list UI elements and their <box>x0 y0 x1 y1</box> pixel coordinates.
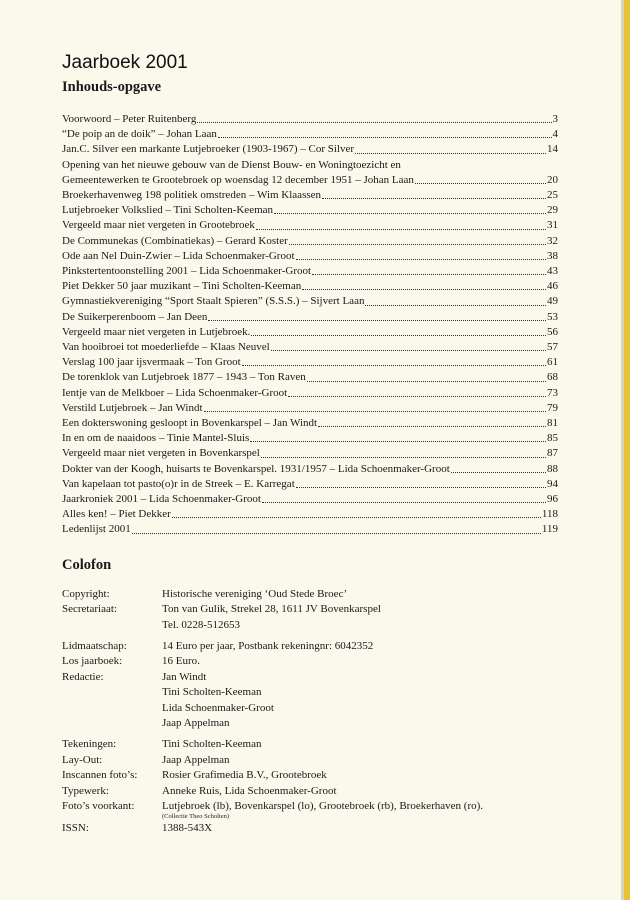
toc-leader-dots <box>172 517 541 518</box>
toc-entry-title: Jan.C. Silver een markante Lutjebroeker (1903-1967) – Cor Silver <box>62 143 355 156</box>
toc-entry <box>62 522 558 537</box>
colofon-row <box>62 768 558 783</box>
toc-entry-page: 25 <box>547 189 558 202</box>
toc-entry-title: Broekerhavenweg 198 politiek omstreden – Wim Klaassen <box>62 189 322 202</box>
colofon-row <box>62 685 558 700</box>
colofon-label: Los jaarboek: <box>62 655 123 668</box>
toc-entry-title: De Suikerperenboom – Jan Deen <box>62 310 208 323</box>
toc-entry-page: 87 <box>547 447 558 460</box>
toc-entry-title: Dokter van der Koogh, huisarts te Bovenkarspel. 1931/1957 – Lida Schoenmaker-Groot <box>62 462 450 475</box>
toc-leader-dots <box>218 137 552 138</box>
toc-entry-title: De Communekas (Combinatiekas) – Gerard Koster <box>62 234 288 247</box>
toc-entry-page: 53 <box>547 310 558 323</box>
toc-entry-page: 14 <box>547 143 558 156</box>
toc-leader-dots <box>261 457 546 458</box>
toc-entry-title: Gymnastiekvereniging “Sport Staalt Spieren” (S.S.S.) – Sijvert Laan <box>62 295 365 308</box>
toc-leader-dots <box>296 487 546 488</box>
toc-entry-title: In en om de naaidoos – Tinie Mantel-Sluis <box>62 432 250 445</box>
toc-entry-title: Jaarkroniek 2001 – Lida Schoenmaker-Groot <box>62 493 261 506</box>
toc-entry <box>62 492 558 507</box>
toc-entry <box>62 477 558 492</box>
toc-entry-title: Vergeeld maar niet vergeten in Grootebroek <box>62 219 255 232</box>
toc-entry-page: 79 <box>547 401 558 414</box>
colofon-row <box>62 654 558 669</box>
colofon-value-text: Lida Schoenmaker-Groot <box>162 701 274 714</box>
toc-entry <box>62 401 558 416</box>
toc-leader-dots <box>322 198 546 199</box>
colofon-row <box>62 587 558 602</box>
toc-entry-page: 68 <box>547 371 558 384</box>
colofon-label: Lay-Out: <box>62 753 103 766</box>
colofon-value-text: 1388-543X <box>162 822 213 835</box>
toc-entry-page: 38 <box>547 249 558 262</box>
toc-entry-page: 3 <box>552 113 558 125</box>
colofon-value <box>162 654 558 669</box>
toc-leader-dots <box>355 153 546 154</box>
toc-leader-dots <box>365 305 546 306</box>
colofon-value-text: Ton van Gulik, Strekel 28, 1611 JV Bovenkarspel <box>162 603 381 616</box>
colofon-label <box>62 701 162 716</box>
toc-entry <box>62 203 558 218</box>
toc-entry-title: Ode aan Nel Duin-Zwier – Lida Schoenmaker-Groot <box>62 249 295 262</box>
toc-leader-dots <box>318 426 546 427</box>
toc-entry-title: Een dokterswoning gesloopt in Bovenkarspel – Jan Windt <box>62 417 318 430</box>
toc-entry-title: Verslag 100 jaar ijsvermaak – Ton Groot <box>62 356 241 369</box>
toc-leader-dots <box>271 350 546 351</box>
toc-entry-title: Alles ken! – Piet Dekker <box>62 508 171 521</box>
toc-entry-page: 94 <box>547 477 558 490</box>
colofon-row <box>62 618 558 633</box>
toc-entry <box>62 264 558 279</box>
colofon-row <box>62 821 558 836</box>
toc-entry-page: 56 <box>547 325 558 338</box>
toc-entry <box>62 188 558 203</box>
toc-leader-dots <box>132 533 541 534</box>
colofon-value <box>162 685 558 700</box>
toc-entry <box>62 142 558 157</box>
toc-entry-page: 61 <box>547 356 558 369</box>
colofon-photo-credit: (Collectie Theo Scholten) <box>162 813 230 821</box>
colofon-label: Redactie: <box>62 670 104 683</box>
colofon-value-text: 14 Euro per jaar, Postbank rekeningnr: 6042352 <box>162 639 374 652</box>
colofon-label: Secretariaat: <box>62 603 117 616</box>
colofon <box>62 587 558 837</box>
toc-entry-title: Voorwoord – Peter Ruitenberg <box>62 113 197 125</box>
colofon-value <box>162 670 558 685</box>
colofon-label: Foto’s voorkant: <box>62 799 135 812</box>
toc-leader-dots <box>289 244 546 245</box>
toc-entry <box>62 127 558 142</box>
toc-leader-dots <box>256 229 546 230</box>
toc-entry <box>62 340 558 355</box>
colofon-value <box>162 768 558 783</box>
document-page <box>62 52 558 837</box>
colofon-label: Typewerk: <box>62 784 109 797</box>
toc-entry <box>62 431 558 446</box>
colofon-value <box>162 784 558 799</box>
colofon-value-text: 16 Euro. <box>162 655 200 668</box>
toc-entry-title: De torenklok van Lutjebroek 1877 – 1943 – Ton Raven <box>62 371 306 384</box>
colofon-value <box>162 821 558 836</box>
colofon-row <box>62 737 558 752</box>
colofon-value-text: Anneke Ruis, Lida Schoenmaker-Groot <box>162 784 337 797</box>
toc-leader-dots <box>451 472 546 473</box>
toc-entry-page: 43 <box>547 265 558 278</box>
toc-entry-title: Ientje van de Melkboer – Lida Schoenmaker-Groot <box>62 386 288 399</box>
toc-entry-page: 119 <box>541 523 558 536</box>
colofon-value-text: Tini Scholten-Keeman <box>162 738 262 751</box>
colofon-value <box>162 753 558 768</box>
colofon-row <box>62 753 558 768</box>
toc-entry-title: Pinkstertentoonstelling 2001 – Lida Schoenmaker-Groot <box>62 265 312 278</box>
toc-entry-title: Ledenlijst 2001 <box>62 523 131 536</box>
toc-entry-page: 118 <box>541 508 558 521</box>
colofon-value-text: Jan Windt <box>162 670 207 683</box>
toc-entry-page: 20 <box>547 173 558 186</box>
toc-entry-title: Van kapelaan tot pasto(o)r in de Streek – E. Karregat <box>62 477 295 490</box>
toc-entry <box>62 325 558 340</box>
toc-leader-dots <box>204 411 547 412</box>
table-of-contents <box>62 112 558 538</box>
toc-leader-dots <box>296 259 546 260</box>
colofon-value-text: Jaap Appelman <box>162 716 230 729</box>
colofon-value <box>162 618 558 633</box>
colofon-value-text: Rosier Grafimedia B.V., Grootebroek <box>162 769 327 782</box>
colofon-row <box>62 701 558 716</box>
toc-entry-page: 4 <box>552 128 558 141</box>
toc-entry-title: Vergeeld maar niet vergeten in Bovenkarspel <box>62 447 260 460</box>
toc-leader-dots <box>242 365 546 366</box>
toc-entry-page: 88 <box>547 462 558 475</box>
toc-leader-dots <box>197 122 551 123</box>
colofon-row <box>62 639 558 654</box>
toc-leader-dots <box>302 289 546 290</box>
toc-entry-page: 81 <box>547 417 558 430</box>
toc-leader-dots <box>250 441 546 442</box>
colofon-value <box>162 737 558 752</box>
toc-entry <box>62 370 558 385</box>
toc-entry <box>62 462 558 477</box>
colofon-row <box>62 716 558 731</box>
toc-entry-page: 73 <box>547 386 558 399</box>
toc-entry-title: “De poip an de doik” – Johan Laan <box>62 128 217 141</box>
colofon-value <box>162 701 558 716</box>
colofon-label: ISSN: <box>62 822 89 835</box>
colofon-label: Lidmaatschap: <box>62 639 127 652</box>
toc-leader-dots <box>288 396 546 397</box>
toc-entry <box>62 279 558 294</box>
toc-leader-dots <box>415 183 546 184</box>
toc-entry <box>62 158 558 188</box>
toc-entry <box>62 416 558 431</box>
colofon-value <box>162 587 558 602</box>
toc-entry-page: 32 <box>547 234 558 247</box>
toc-entry <box>62 234 558 249</box>
colofon-value-text: Tini Scholten-Keeman <box>162 686 262 699</box>
toc-entry-title: Lutjebroeker Volkslied – Tini Scholten-Keeman <box>62 204 274 217</box>
toc-leader-dots <box>262 502 546 503</box>
toc-leader-dots <box>307 381 546 382</box>
toc-entry-title: Gemeentewerken te Grootebroek op woensdag 12 december 1951 – Johan Laan <box>62 173 414 186</box>
colofon-value <box>162 602 558 617</box>
toc-entry <box>62 310 558 325</box>
toc-entry <box>62 355 558 370</box>
toc-entry <box>62 294 558 309</box>
toc-entry-title: Piet Dekker 50 jaar muzikant – Tini Scholten-Keeman <box>62 280 302 293</box>
colofon-label: Tekeningen: <box>62 738 117 751</box>
toc-entry-page: 31 <box>547 219 558 232</box>
yearbook-title: Jaarboek 2001 <box>62 52 188 73</box>
colofon-value-text: Lutjebroek (lb), Bovenkarspel (lo), Grootebroek (rb), Broekerhaven (ro). <box>162 799 484 812</box>
toc-entry <box>62 112 558 127</box>
colofon-label: Copyright: <box>62 587 110 600</box>
toc-entry-page: 46 <box>547 280 558 293</box>
colofon-label <box>62 685 162 700</box>
colofon-value-text: Jaap Appelman <box>162 753 230 766</box>
colofon-value <box>162 639 558 654</box>
toc-entry-title: Vergeeld maar niet vergeten in Lutjebroek. <box>62 325 251 338</box>
toc-entry-title: Opening van het nieuwe gebouw van de Dienst Bouw- en Woningtoezicht en <box>62 158 401 171</box>
colofon-value <box>162 799 558 821</box>
toc-leader-dots <box>312 274 546 275</box>
toc-entry-title: Van hooibroei tot moederliefde – Klaas Neuvel <box>62 341 270 354</box>
toc-entry-page: 29 <box>547 204 558 217</box>
toc-entry <box>62 218 558 233</box>
page-edge <box>624 0 630 900</box>
colofon-label: Inscannen foto’s: <box>62 769 138 782</box>
colofon-row <box>62 602 558 617</box>
toc-entry <box>62 446 558 461</box>
colofon-value <box>162 716 558 731</box>
toc-entry <box>62 249 558 264</box>
toc-entry-title: Verstild Lutjebroek – Jan Windt <box>62 401 203 414</box>
colofon-row <box>62 784 558 799</box>
toc-entry-page: 57 <box>547 341 558 354</box>
colofon-row <box>62 799 558 821</box>
toc-leader-dots <box>251 335 546 336</box>
colofon-label <box>62 716 162 731</box>
toc-entry-page: 96 <box>547 493 558 506</box>
toc-entry-page: 85 <box>547 432 558 445</box>
toc-heading: Inhouds-opgave <box>62 79 162 95</box>
toc-entry-page: 49 <box>547 295 558 308</box>
colofon-value-text: Tel. 0228-512653 <box>162 618 241 631</box>
colofon-value-text: Historische vereniging ‘Oud Stede Broec’ <box>162 587 348 600</box>
toc-leader-dots <box>274 213 546 214</box>
toc-entry <box>62 386 558 401</box>
colofon-heading: Colofon <box>62 556 112 573</box>
colofon-row <box>62 670 558 685</box>
toc-leader-dots <box>208 320 546 321</box>
colofon-label <box>62 618 162 633</box>
toc-entry <box>62 507 558 522</box>
